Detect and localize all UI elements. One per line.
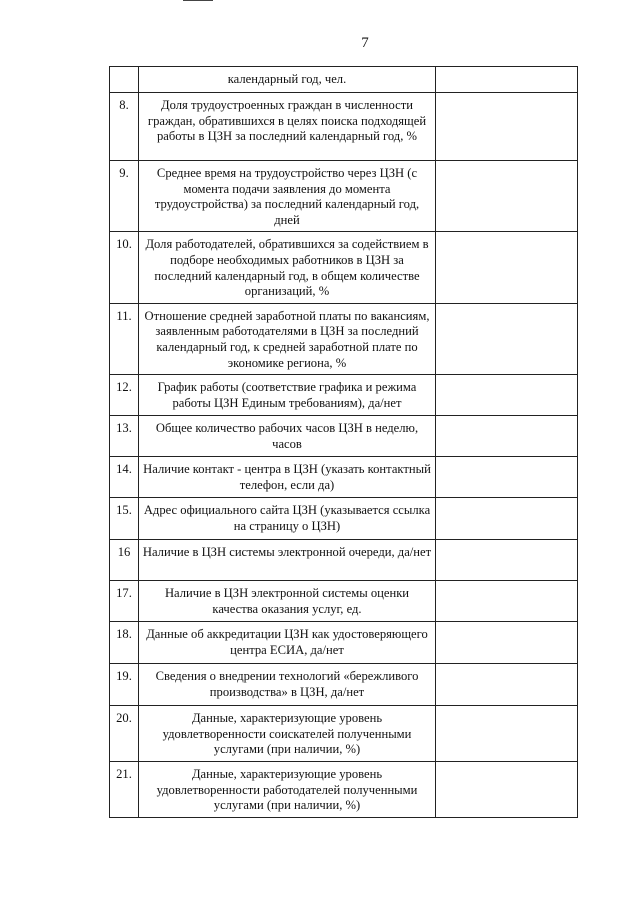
indicator-name-cell: График работы (соответствие графика и режима работы ЦЗН Единым требованиям), да/нет bbox=[139, 375, 436, 416]
indicator-value-cell bbox=[436, 457, 578, 498]
indicator-value-cell bbox=[436, 232, 578, 303]
table-row bbox=[110, 375, 578, 416]
indicator-value-cell bbox=[436, 161, 578, 232]
table-row bbox=[110, 706, 578, 762]
table-row bbox=[110, 303, 578, 374]
row-number-cell: 20. bbox=[110, 706, 139, 762]
indicator-name-cell: календарный год, чел. bbox=[139, 67, 436, 93]
row-number-cell: 21. bbox=[110, 761, 139, 817]
indicator-value-cell bbox=[436, 303, 578, 374]
table-row bbox=[110, 498, 578, 540]
table-row bbox=[110, 161, 578, 232]
indicator-value-cell bbox=[436, 664, 578, 706]
table-row bbox=[110, 457, 578, 498]
indicator-name-cell: Сведения о внедрении технологий «бережливого производства» в ЦЗН, да/нет bbox=[139, 664, 436, 706]
indicator-value-cell bbox=[436, 67, 578, 93]
row-number-cell: 19. bbox=[110, 664, 139, 706]
indicator-value-cell bbox=[436, 416, 578, 457]
row-number-cell: 15. bbox=[110, 498, 139, 540]
row-number-cell: 17. bbox=[110, 581, 139, 622]
indicator-name-cell: Данные, характеризующие уровень удовлетворенности соискателей полученными услугами (при наличии, %) bbox=[139, 706, 436, 762]
indicator-name-cell: Доля трудоустроенных граждан в численности граждан, обратившихся в целях поиска подходящей работы в ЦЗН за последний календарный год, % bbox=[139, 93, 436, 161]
table-row bbox=[110, 67, 578, 93]
row-number-cell: 18. bbox=[110, 622, 139, 664]
table-row bbox=[110, 581, 578, 622]
table-row bbox=[110, 664, 578, 706]
indicators-table-body bbox=[110, 67, 578, 818]
indicator-value-cell bbox=[436, 622, 578, 664]
indicator-value-cell bbox=[436, 540, 578, 581]
row-number-cell: 16 bbox=[110, 540, 139, 581]
indicator-name-cell: Доля работодателей, обратившихся за содействием в подборе необходимых работников в ЦЗН за последний календарный год, в общем количестве организаций, % bbox=[139, 232, 436, 303]
indicator-value-cell bbox=[436, 375, 578, 416]
table-row bbox=[110, 93, 578, 161]
table-row bbox=[110, 232, 578, 303]
row-number-cell: 11. bbox=[110, 303, 139, 374]
indicator-value-cell bbox=[436, 581, 578, 622]
row-number-cell: 12. bbox=[110, 375, 139, 416]
indicator-name-cell: Данные, характеризующие уровень удовлетворенности работодателей полученными услугами (при наличии, %) bbox=[139, 761, 436, 817]
indicators-table bbox=[109, 66, 578, 818]
indicator-name-cell: Наличие в ЦЗН системы электронной очереди, да/нет bbox=[139, 540, 436, 581]
row-number-cell: 13. bbox=[110, 416, 139, 457]
indicator-value-cell bbox=[436, 706, 578, 762]
indicator-name-cell: Наличие контакт - центра в ЦЗН (указать контактный телефон, если да) bbox=[139, 457, 436, 498]
table-row bbox=[110, 540, 578, 581]
row-number-cell: 9. bbox=[110, 161, 139, 232]
table-row bbox=[110, 416, 578, 457]
indicator-name-cell: Среднее время на трудоустройство через ЦЗН (с момента подачи заявления до момента трудоустройства) за последний календарный год, дней bbox=[139, 161, 436, 232]
indicator-value-cell bbox=[436, 93, 578, 161]
indicator-name-cell: Наличие в ЦЗН электронной системы оценки качества оказания услуг, ед. bbox=[139, 581, 436, 622]
indicator-name-cell: Общее количество рабочих часов ЦЗН в неделю, часов bbox=[139, 416, 436, 457]
row-number-cell: 10. bbox=[110, 232, 139, 303]
indicator-value-cell bbox=[436, 498, 578, 540]
row-number-cell bbox=[110, 67, 139, 93]
scan-edge-mark bbox=[183, 0, 213, 1]
indicator-name-cell: Данные об аккредитации ЦЗН как удостоверяющего центра ЕСИА, да/нет bbox=[139, 622, 436, 664]
indicator-value-cell bbox=[436, 761, 578, 817]
indicator-name-cell: Отношение средней заработной платы по вакансиям, заявленным работодателями в ЦЗН за последний календарный год, к средней заработной плате по экономике региона, % bbox=[139, 303, 436, 374]
indicator-name-cell: Адрес официального сайта ЦЗН (указывается ссылка на страницу о ЦЗН) bbox=[139, 498, 436, 540]
page-number: 7 bbox=[361, 35, 369, 51]
row-number-cell: 8. bbox=[110, 93, 139, 161]
table-row bbox=[110, 622, 578, 664]
row-number-cell: 14. bbox=[110, 457, 139, 498]
table-row bbox=[110, 761, 578, 817]
